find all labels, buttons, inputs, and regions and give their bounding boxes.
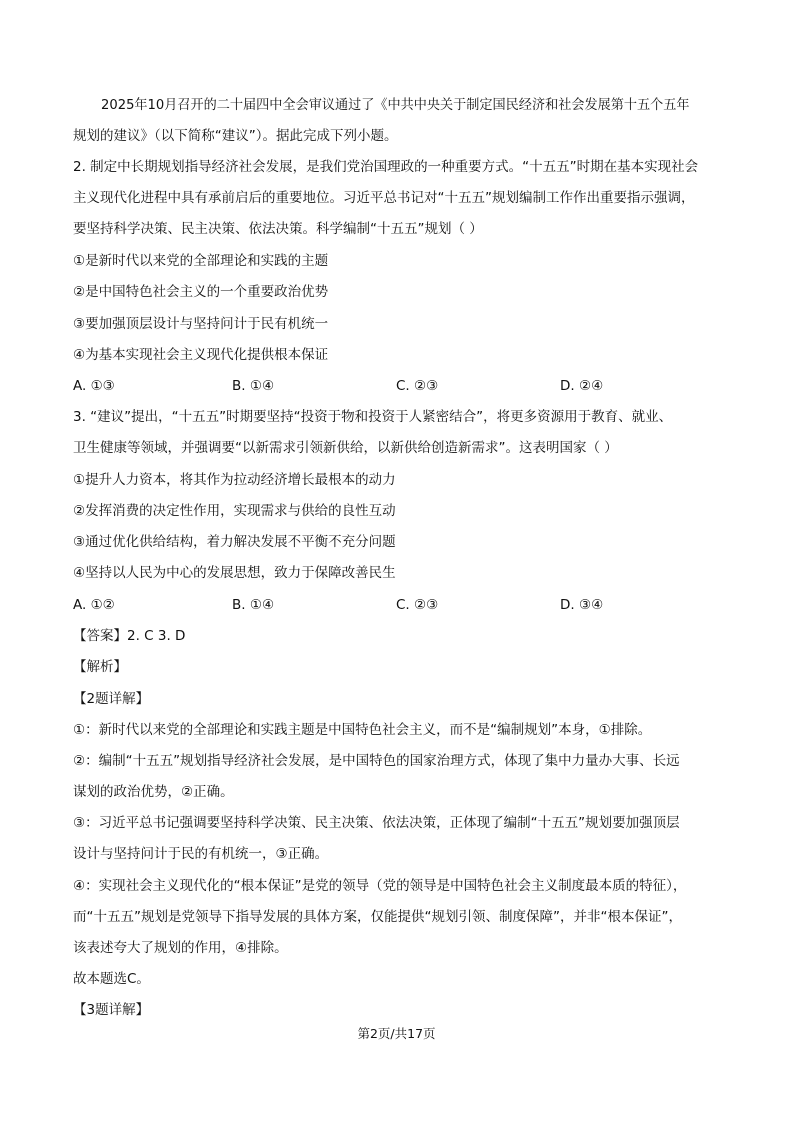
- q2-detail-line-8: 该表述夸大了规划的作用，④排除。: [73, 940, 288, 956]
- q2-statement-4: ④为基本实现社会主义现代化提供根本保证: [73, 347, 329, 363]
- q3-statement-1: ①提升人力资本，将其作为拉动经济增长最根本的动力: [73, 472, 396, 488]
- q2-stem-line-2: 主义现代化进程中具有承前启后的重要地位。习近平总书记对“十五五”规划编制工作作出重要指示强调，: [73, 190, 695, 206]
- q2-statement-3: ③要加强顶层设计与坚持问计于民有机统一: [73, 316, 329, 332]
- q2-detail-line-4: ③：习近平总书记强调要坚持科学决策、民主决策、依法决策，正体现了编制“十五五”规划要加强顶层: [73, 815, 680, 831]
- q2-detail-line-3: 谋划的政治优势，②正确。: [73, 784, 234, 800]
- q3-option-c: C. ②③: [396, 597, 439, 613]
- q2-option-b: B. ①④: [232, 378, 275, 394]
- q2-option-c: C. ②③: [396, 378, 439, 394]
- q2-detail-line-9: 故本题选C。: [73, 971, 150, 987]
- page-number-footer: 第2页/共17页: [357, 1026, 436, 1041]
- q2-detail-line-5: 设计与坚持问计于民的有机统一，③正确。: [73, 846, 329, 862]
- q2-option-a: A. ①③: [73, 378, 115, 394]
- q3-option-d: D. ③④: [560, 597, 604, 613]
- q2-detail-line-6: ④：实现社会主义现代化的“根本保证”是党的领导（党的领导是中国特色社会主义制度最本质的特征），: [73, 878, 687, 894]
- q3-statement-2: ②发挥消费的决定性作用，实现需求与供给的良性互动: [73, 503, 396, 519]
- q2-detail-line-1: ①：新时代以来党的全部理论和实践主题是中国特色社会主义，而不是“编制规划”本身，①排除。: [73, 722, 652, 738]
- q3-option-b: B. ①④: [232, 597, 275, 613]
- q2-stem-line-1: 2. 制定中长期规划指导经济社会发展，是我们党治国理政的一种重要方式。“十五五”时期在基本实现社会: [73, 159, 699, 175]
- q3-detail-heading: 【3题详解】: [73, 1002, 150, 1018]
- q3-statement-4: ④坚持以人民为中心的发展思想，致力于保障改善民生: [73, 565, 396, 581]
- q3-stem-line-2: 卫生健康等领域，并强调要“以新需求引领新供给，以新供给创造新需求”。这表明国家（ ）: [73, 440, 618, 456]
- answer-line: 【答案】2. C 3. D: [73, 628, 186, 644]
- q3-statement-3: ③通过优化供给结构，着力解决发展不平衡不充分问题: [73, 534, 396, 550]
- q2-statement-2: ②是中国特色社会主义的一个重要政治优势: [73, 284, 329, 300]
- intro-line-1: 2025年10月召开的二十届四中全会审议通过了《中共中央关于制定国民经济和社会发展第十五个五年: [101, 97, 690, 113]
- q2-detail-line-2: ②：编制“十五五”规划指导经济社会发展，是中国特色的国家治理方式，体现了集中力量办大事、长远: [73, 753, 680, 769]
- analysis-label: 【解析】: [73, 659, 127, 675]
- q2-statement-1: ①是新时代以来党的全部理论和实践的主题: [73, 253, 329, 269]
- q2-option-d: D. ②④: [560, 378, 604, 394]
- q3-stem-line-1: 3. “建议”提出，“十五五”时期要坚持“投资于物和投资于人紧密结合”，将更多资源用于教育、就业、: [73, 409, 673, 425]
- q3-option-a: A. ①②: [73, 597, 115, 613]
- intro-line-2: 规划的建议》（以下简称“建议”）。据此完成下列小题。: [73, 128, 398, 144]
- q2-detail-line-7: 而“十五五”规划是党领导下指导发展的具体方案，仅能提供“规划引领、制度保障”，并非“根本保证”，: [73, 909, 682, 925]
- q2-stem-line-3: 要坚持科学决策、民主决策、依法决策。科学编制“十五五”规划（ ）: [73, 221, 483, 237]
- q2-detail-heading: 【2题详解】: [73, 691, 150, 707]
